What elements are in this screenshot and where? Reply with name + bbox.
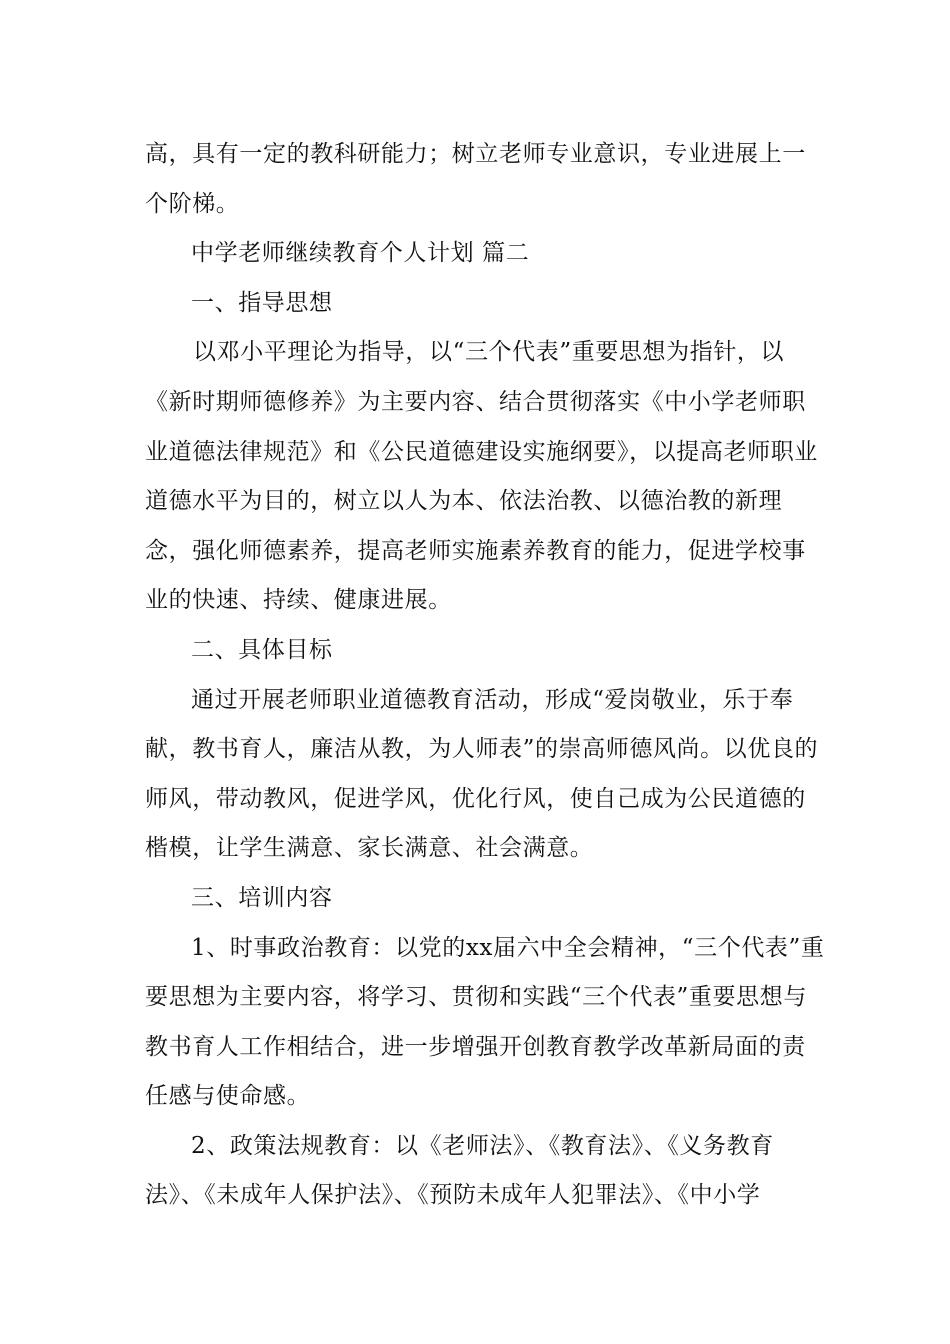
heading-specific-goals: 二、具体目标 <box>191 636 333 663</box>
paragraph-specific-goals: 通过开展老师职业道德教育活动，形成“爱岗敬业，乐于奉献，教书育人，廉洁从教，为人师表”的崇高师德风尚。以优良的师风，带动教风，促进学风，优化行风，使自己成为公民道德的楷模，让学生满意、家长满意、社会满意。 <box>145 686 819 862</box>
paragraph-political-education: 1、时事政治教育：以党的xx届六中全会精神，“三个代表”重要思想为主要内容，将学习、贯彻和实践“三个代表”重要思想与教书育人工作相结合，进一步增强开创教育教学改革新局面的责任感与使命感。 <box>145 934 825 1110</box>
paragraph-continuation: 高，具有一定的教科研能力；树立老师专业意识，专业进展上一个阶梯。 <box>145 141 806 217</box>
document-body <box>145 130 825 1221</box>
section-title: 中学老师继续教育个人计划 篇二 <box>191 240 530 267</box>
paragraph-policy-education: 2、政策法规教育：以《老师法》、《教育法》、《义务教育法》、《未成年人保护法》、《预防未成年人犯罪法》、《中小学 <box>145 1132 774 1209</box>
paragraph-guiding-ideology: 以邓小平理论为指导，以“三个代表”重要思想为指针，以《新时期师德修养》为主要内容、结合贯彻落实《中小学老师职业道德法律规范》和《公民道德建设实施纲要》，以提高老师职业道德水平为目的，树立以人为本、依法治教、以德治教的新理念，强化师德素养，提高老师实施素养教育的能力，促进学校事业的快速、持续、健康进展。 <box>145 339 818 614</box>
heading-guiding-ideology: 一、指导思想 <box>191 289 333 316</box>
heading-training-content: 三、培训内容 <box>191 884 333 911</box>
